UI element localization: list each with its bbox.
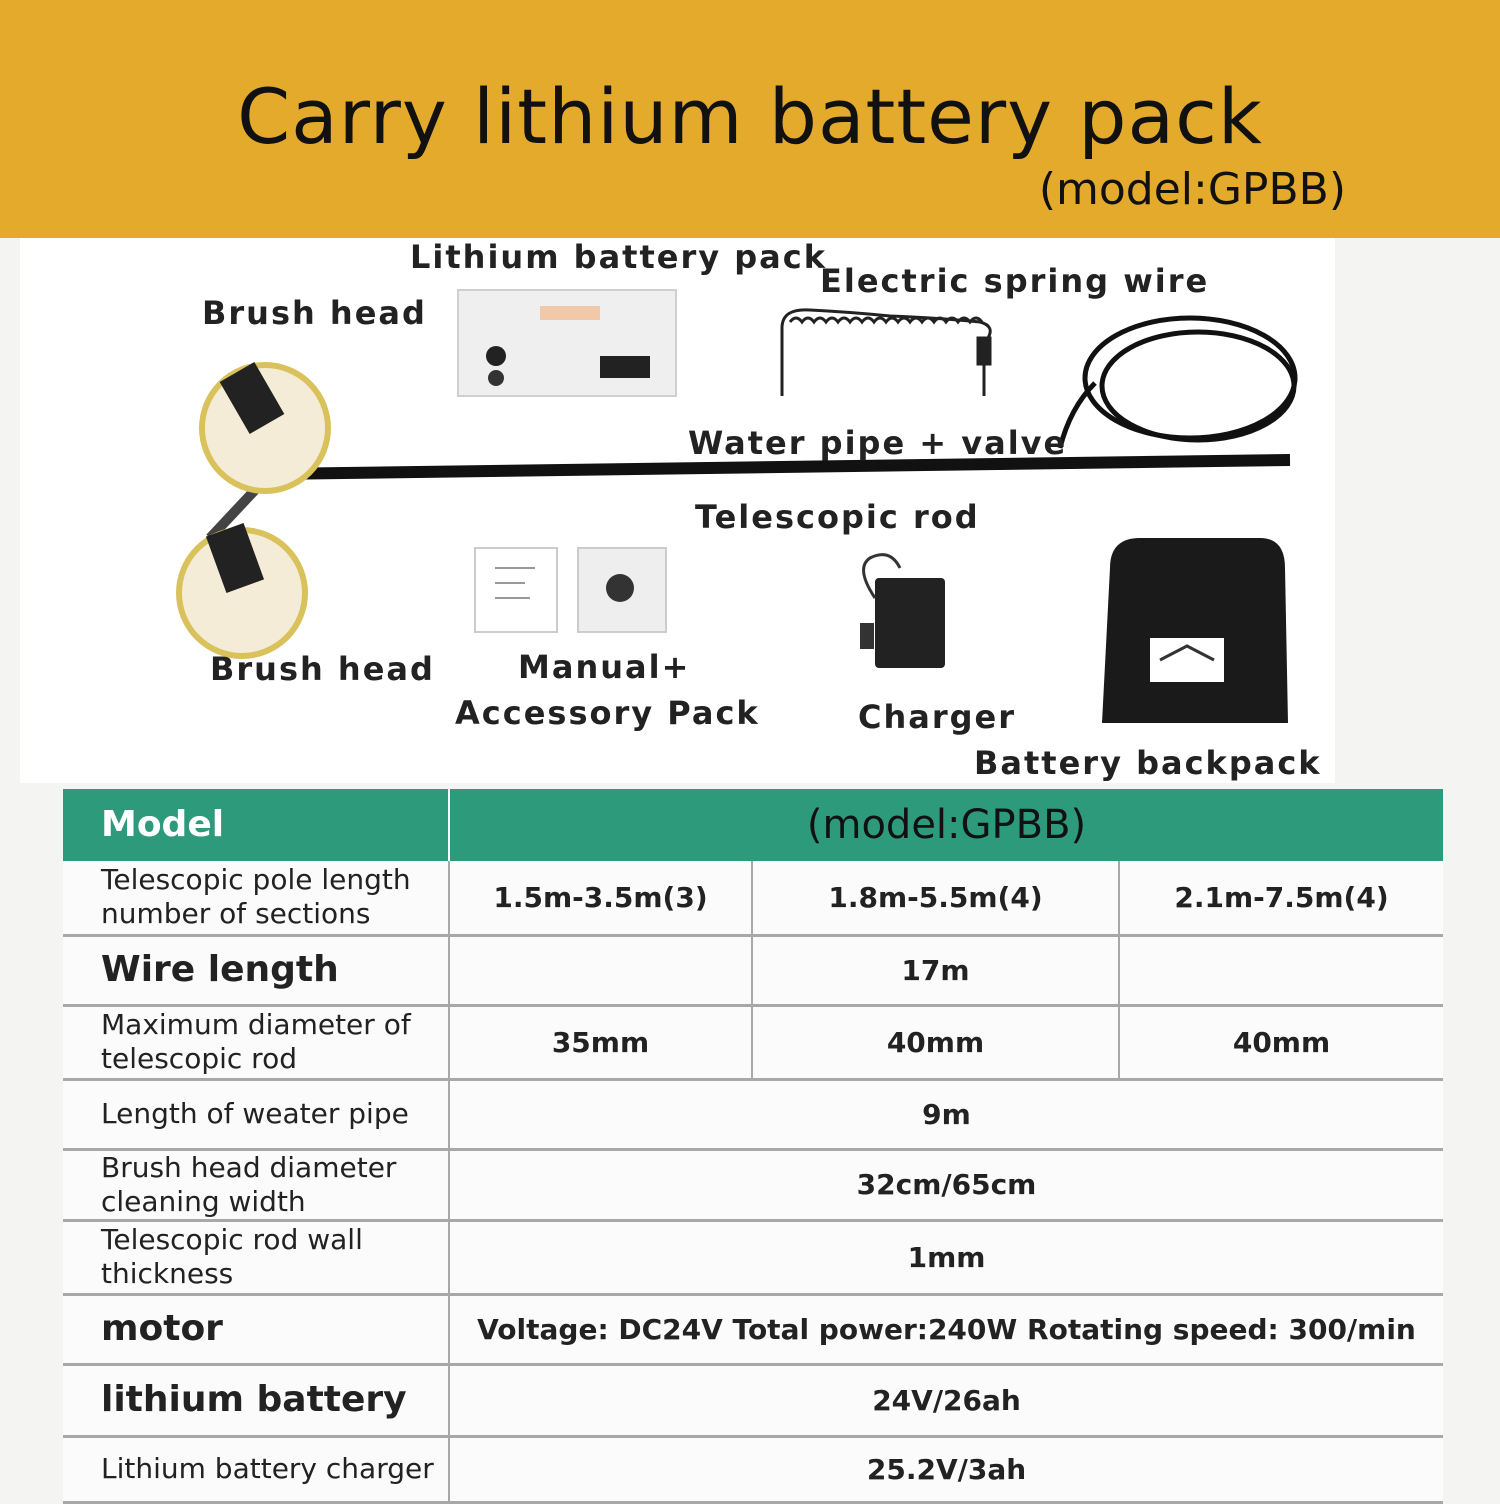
cell: 25.2V/3ah bbox=[449, 1436, 1443, 1502]
cell: 2.1m-7.5m(4) bbox=[1119, 861, 1443, 935]
battery-pack-image bbox=[458, 290, 676, 396]
row-label: Length of weater pipe bbox=[63, 1079, 449, 1149]
header-model-value: (model:GPBB) bbox=[449, 789, 1443, 861]
row-label: lithium battery bbox=[63, 1364, 449, 1436]
spec-table bbox=[63, 789, 1443, 1504]
cell: 40mm bbox=[752, 1005, 1119, 1079]
label-battery-pack: Lithium battery pack bbox=[410, 238, 827, 276]
label-charger: Charger bbox=[858, 698, 1017, 736]
table-row bbox=[63, 935, 1443, 1005]
table-row bbox=[63, 1294, 1443, 1364]
cell: 32cm/65cm bbox=[449, 1149, 1443, 1220]
cell: 17m bbox=[752, 935, 1119, 1005]
charger-image bbox=[860, 555, 945, 668]
model-subtitle: (model:GPBB) bbox=[1038, 164, 1346, 215]
cell: 24V/26ah bbox=[449, 1364, 1443, 1436]
water-pipe-image bbox=[1060, 318, 1295, 448]
cell: 35mm bbox=[449, 1005, 752, 1079]
table-row bbox=[63, 789, 1443, 861]
product-photo bbox=[20, 238, 1335, 783]
row-label: Telescopic rod wall thickness bbox=[63, 1220, 449, 1294]
table-row bbox=[63, 1149, 1443, 1220]
label-brush-head-bottom: Brush head bbox=[210, 650, 435, 688]
label-spring-wire: Electric spring wire bbox=[820, 262, 1210, 300]
label-brush-head-top: Brush head bbox=[202, 294, 427, 332]
label-water-pipe: Water pipe + valve bbox=[688, 424, 1068, 462]
label-backpack: Battery backpack bbox=[974, 744, 1322, 782]
table-row bbox=[63, 1005, 1443, 1079]
row-label: Lithium battery charger bbox=[63, 1436, 449, 1502]
row-label: motor bbox=[63, 1294, 449, 1364]
header-label: Model bbox=[63, 789, 449, 861]
table-row bbox=[63, 1364, 1443, 1436]
backpack-image bbox=[1102, 538, 1288, 723]
table-row bbox=[63, 1220, 1443, 1294]
row-label: Wire length bbox=[63, 935, 449, 1005]
cell: 9m bbox=[449, 1079, 1443, 1149]
cell: Voltage: DC24V Total power:240W Rotating speed: 300/min bbox=[449, 1294, 1443, 1364]
label-telescopic-rod: Telescopic rod bbox=[695, 498, 980, 536]
page-title: Carry lithium battery pack bbox=[237, 72, 1263, 161]
table-row bbox=[63, 1436, 1443, 1502]
table-row bbox=[63, 861, 1443, 935]
manual-image bbox=[475, 548, 666, 632]
telescopic-rod-image bbox=[270, 460, 1290, 474]
label-accessory-pack: Accessory Pack bbox=[455, 694, 760, 732]
cell bbox=[449, 935, 752, 1005]
cell: 1.5m-3.5m(3) bbox=[449, 861, 752, 935]
row-label: Telescopic pole length number of sections bbox=[63, 861, 449, 935]
row-label: Brush head diameter cleaning width bbox=[63, 1149, 449, 1220]
cell: 40mm bbox=[1119, 1005, 1443, 1079]
cell: 1mm bbox=[449, 1220, 1443, 1294]
title-banner bbox=[0, 0, 1500, 238]
cell bbox=[1119, 935, 1443, 1005]
row-label: Maximum diameter of telescopic rod bbox=[63, 1005, 449, 1079]
table-row bbox=[63, 1079, 1443, 1149]
label-manual: Manual+ bbox=[518, 648, 691, 686]
spring-wire-image bbox=[782, 310, 990, 396]
brush-head-images bbox=[179, 362, 328, 656]
cell: 1.8m-5.5m(4) bbox=[752, 861, 1119, 935]
